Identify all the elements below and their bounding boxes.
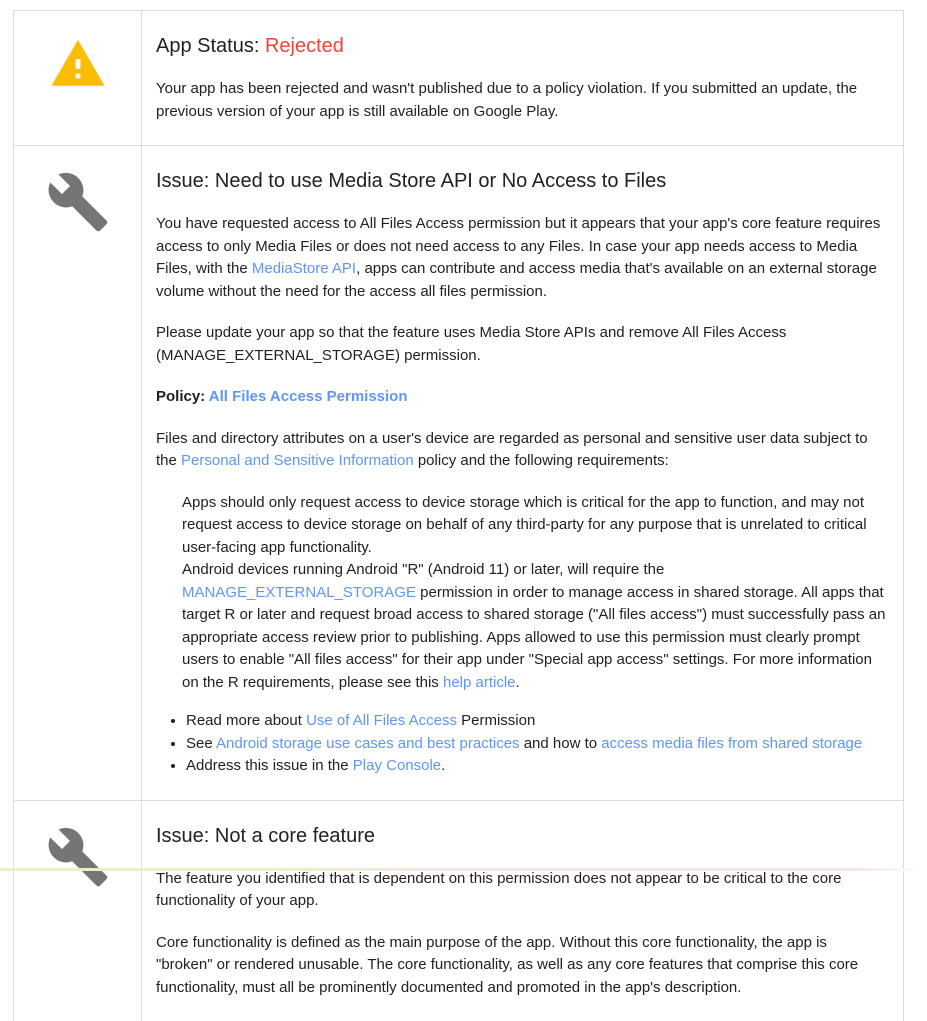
issue-core-feature-section <box>14 801 903 1021</box>
issue1-bullet-list <box>156 710 887 778</box>
issue2-paragraph-2: Core functionality is defined as the main purpose of the app. Without this core functionality, the app is "broken" or rendered unusable. The core functionality, as well as any core features that comprise this core functionality, must all be prominently documented and promoted in the app's description. <box>156 932 887 1000</box>
inline-link[interactable]: MANAGE_EXTERNAL_STORAGE <box>182 584 416 601</box>
requirement-2: Android devices running Android "R" (Android 11) or later, will require the MANAGE_EXTERNAL_STORAGE permission in order to manage access in shared storage. All apps that target R or later and request broad access to shared storage ("All files access") must successfully pass an appropriate access review prior to publishing. Apps allowed to use this permission must clearly prompt users to enable "All files access" for their app under "Special app access" settings. For more information on the R requirements, please see this help article. <box>182 559 887 694</box>
status-content <box>142 11 903 145</box>
warning-icon <box>47 35 109 98</box>
issue1-paragraph-1: You have requested access to All Files Access permission but it appears that your app's core feature requires access to only Media Files or does not need access to any Files. In case your app needs access to Media Files, with the MediaStore API, apps can contribute and access media that's available on an external storage volume without the need for the access all files permission. <box>156 213 887 303</box>
status-body: Your app has been rejected and wasn't published due to a policy violation. If you submitted an update, the previous version of your app is still available on Google Play. <box>156 78 887 123</box>
bullet-address-issue: • Address this issue in the Play Console. <box>186 755 887 778</box>
issue1-requirements-block <box>182 492 887 695</box>
inline-link[interactable]: Use of All Files Access <box>306 712 457 729</box>
status-section <box>14 11 903 146</box>
wrench-icon <box>46 170 110 239</box>
issue2-content <box>142 801 903 1021</box>
bullet-see-storage: • See Android storage use cases and best practices and how to access media files from shared storage <box>186 733 887 756</box>
status-icon-cell <box>14 11 142 145</box>
issue1-content <box>142 146 903 800</box>
status-title <box>156 33 887 59</box>
issue1-icon-cell <box>14 146 142 800</box>
wrench-icon <box>46 825 110 894</box>
issue1-paragraph-3: Files and directory attributes on a user's device are regarded as personal and sensitive user data subject to the Personal and Sensitive Information policy and the following requirements: <box>156 428 887 473</box>
issue-media-store-section <box>14 146 903 801</box>
requirement-1: Apps should only request access to device storage which is critical for the app to function, and may not request access to device storage on behalf of any third-party for any purpose that is unrelated to critical user-facing app functionality. <box>182 492 887 560</box>
policy-link[interactable]: All Files Access Permission <box>209 388 408 405</box>
inline-link[interactable]: help article <box>443 674 516 691</box>
policy-label: Policy: <box>156 388 209 405</box>
inline-link[interactable]: Personal and Sensitive Information <box>181 452 414 469</box>
issue1-title: Issue: Need to use Media Store API or No Access to Files <box>156 168 887 194</box>
issue1-paragraph-2: Please update your app so that the feature uses Media Store APIs and remove All Files Access (MANAGE_EXTERNAL_STORAGE) permission. <box>156 322 887 367</box>
inline-link[interactable]: Play Console <box>353 757 441 774</box>
issue2-icon-cell <box>14 801 142 1021</box>
inline-link[interactable]: access media files from shared storage <box>601 735 862 752</box>
inline-link[interactable]: MediaStore API <box>252 260 356 277</box>
issue2-title: Issue: Not a core feature <box>156 823 887 849</box>
status-title-prefix: App Status: <box>156 35 265 57</box>
issue2-paragraph-1: The feature you identified that is dependent on this permission does not appear to be critical to the core functionality of your app. <box>156 868 887 913</box>
status-value: Rejected <box>265 35 344 57</box>
issue1-policy-line <box>156 386 887 409</box>
bullet-read-more: • Read more about Use of All Files Access Permission <box>186 710 887 733</box>
inline-link[interactable]: Android storage use cases and best practices <box>216 735 520 752</box>
